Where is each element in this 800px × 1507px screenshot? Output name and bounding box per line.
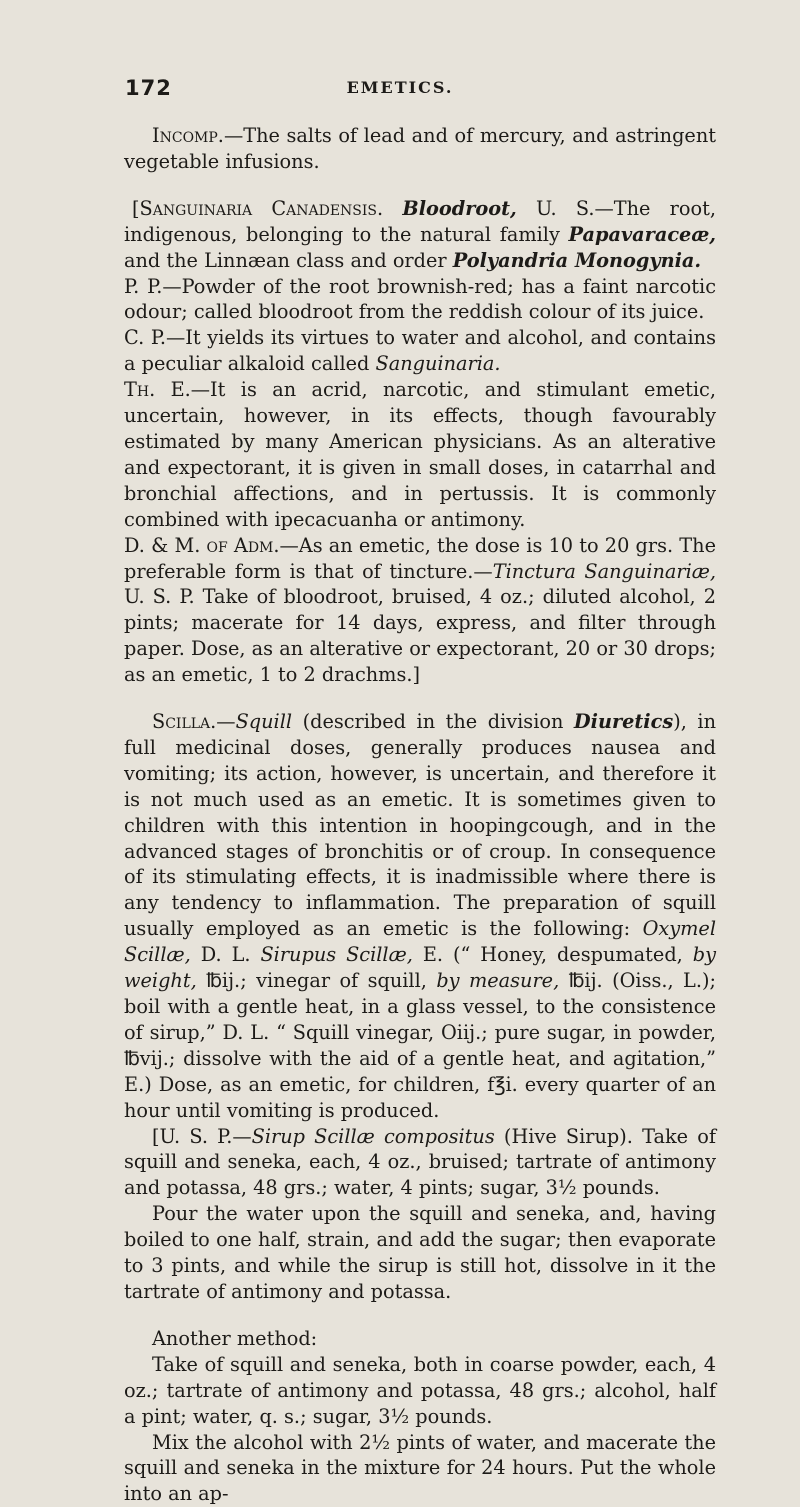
usp-pour-paragraph: Pour the water upon the squill and seneka, and, having boiled to one half, strain, and add the sugar; then evaporate to 3 pints, and while the sirup is still hot, dissolve in it the tartrate of antimony and potassa.	[124, 1201, 716, 1305]
usp-text-a: [U. S. P.—	[152, 1125, 252, 1148]
oxymel-name: Oxymel Scillæ,	[124, 917, 716, 966]
by-measure: by measure,	[436, 969, 559, 992]
scilla-text-f: ℔ij.; vinegar of squill,	[197, 969, 437, 992]
by-weight: by weight,	[124, 943, 716, 992]
sanguinaria-intro	[124, 196, 716, 274]
cp-text: C. P.—It yields its virtues to water and alcohol, and contains a peculiar alkaloid called	[124, 326, 716, 375]
incomp-paragraph	[124, 123, 716, 175]
section-gap	[124, 1305, 716, 1326]
another-method-heading: Another method:	[124, 1326, 716, 1352]
dm-label: of Adm.	[207, 534, 280, 557]
scilla-text-d: D. L.	[191, 943, 261, 966]
section-gap	[124, 175, 716, 196]
scilla-label: Scilla.	[152, 710, 216, 733]
hive-sirup-name: Sirup Scillæ compositus	[252, 1125, 495, 1148]
dm-text-b: —As an emetic, the dose is 10 to 20 grs. The preferable form is that of tincture.—	[124, 534, 716, 583]
scilla-text-b: (described in the division	[292, 710, 574, 733]
dm-text-a: D. & M.	[124, 534, 207, 557]
therapeutic-effects	[124, 377, 716, 532]
another-method-take: Take of squill and seneka, both in coarse powder, each, 4 oz.; tartrate of antimony and potassa, 48 grs.; alcohol, half a pint; water, q. s.; sugar, 3½ pounds.	[124, 1352, 716, 1430]
chemical-properties	[124, 325, 716, 377]
scilla-paragraph	[124, 709, 716, 1124]
alkaloid-name: Sanguinaria.	[376, 352, 501, 375]
sirupus-name: Sirupus Scillæ,	[260, 943, 412, 966]
running-title: EMETICS.	[0, 78, 800, 97]
another-method-mix: Mix the alcohol with 2½ pints of water, and macerate the squill and seneka in the mixture for 24 hours. Put the whole into an ap-	[124, 1430, 716, 1507]
tincture-name: Tinctura Sanguinariæ,	[493, 560, 716, 583]
section-gap	[124, 688, 716, 709]
incomp-text: —The salts of lead and of mercury, and astringent vegetable infusions.	[124, 124, 716, 173]
order-name: Polyandria Monogynia.	[453, 249, 701, 272]
usp-paragraph	[124, 1124, 716, 1202]
dose-and-mode	[124, 533, 716, 688]
dash: —	[216, 710, 235, 733]
scilla-text-e: E. (“ Honey, despumated,	[413, 943, 693, 966]
sanguinaria-text-2: and the Linnæan class and order	[124, 249, 453, 272]
sanguinaria-text-1: U. S.—The root, indigenous, belonging to the natural family	[124, 197, 716, 246]
family-name: Papavaraceæ,	[569, 223, 716, 246]
page-number: 172	[125, 76, 172, 100]
squill-name: Squill	[236, 710, 292, 733]
physical-properties: P. P.—Powder of the root brownish-red; has a faint narcotic odour; called bloodroot from the reddish colour of its juice.	[124, 274, 716, 326]
scilla-text-c: ), in full medicinal doses, generally produces nausea and vomiting; its action, however, is uncertain, and therefore it is not much used as an emetic. It is sometimes given to children with this intention in hoopingcough, and in the advanced stages of bronchitis or of croup. In consequence of its stimulating effects, it is inadmissible where there is any tendency to inflammation. The preparation of squill usually employed as an emetic is the following:	[124, 710, 716, 940]
bloodroot-name: Bloodroot,	[402, 197, 516, 220]
body-text	[124, 123, 716, 1507]
incomp-label: Incomp.	[152, 124, 224, 147]
sanguinaria-label: [Sanguinaria Canadensis.	[132, 197, 383, 220]
th-label: Th.	[124, 378, 155, 401]
usp-text-b: (Hive Sirup). Take of squill and seneka, each, 4 oz., bruised; tartrate of antimony and potassa, 48 grs.; water, 4 pints; sugar, 3½ pounds.	[124, 1125, 716, 1200]
page-header	[0, 76, 800, 106]
dm-text-c: U. S. P. Take of bloodroot, bruised, 4 oz.; diluted alcohol, 2 pints; macerate for 14 days, express, and filter through paper. Dose, as an alterative or expectorant, 20 or 30 drops; as an emetic, 1 to 2 drachms.]	[124, 585, 716, 686]
scilla-text-g: ℔ij. (Oiss., L.); boil with a gentle heat, in a glass vessel, to the consistence of sirup,” D. L. “ Squill vinegar, Oiij.; pure sugar, in powder, ℔vij.; dissolve with the aid of a gentle heat, and agitation,” E.) Dose, as an emetic, for children, f℥i. every quarter of an hour until vomiting is produced.	[124, 969, 716, 1122]
th-text: E.—It is an acrid, narcotic, and stimulant emetic, uncertain, however, in its effects, though favourably estimated by many American physicians. As an alterative and expectorant, it is given in small doses, in catarrhal and bronchial affections, and in pertussis. It is commonly combined with ipecacuanha or antimony.	[124, 378, 716, 531]
diuretics-name: Diuretics	[574, 710, 673, 733]
